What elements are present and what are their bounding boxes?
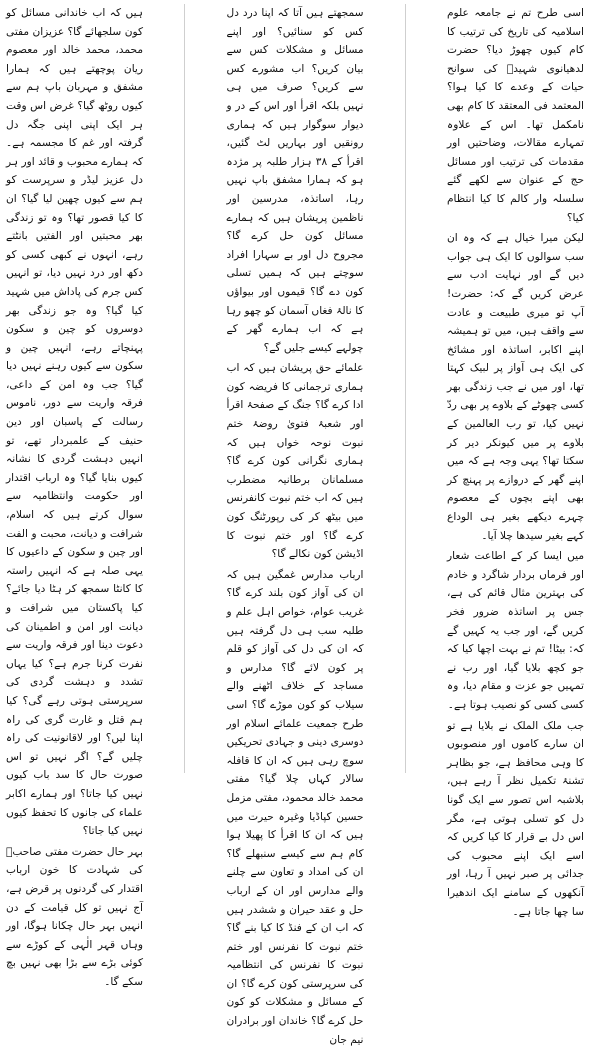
paragraph: جب ملک الملک نے بلایا ہے تو ان سارے کاموں اور منصوبوں کا وہی محافظ ہے، جو بظاہر تشنۂ تکمیل نظر آ رہے ہیں، بلاشبہ اس تصور سے ایک گونا دل کو تسلی ہوتی ہے، مگر اس دل بے قرار کا کیا کریں کہ اسے ایک اپنے محبوب کی جدائی پر صبر نہیں آ رہا، اور آنکھوں کے سامنے ایک اندھیرا سا چھا جاتا ہے۔: [447, 719, 584, 918]
column-divider: [405, 4, 406, 773]
paragraph: علمائے حق پریشان ہیں کہ اب ہماری ترجمانی کا فریضہ کون ادا کرے گا؟ جنگ کے صفحۂ اقرأ اور شعبۂ فتویٰ روضۂ ختم نبوت نوحہ خواں ہیں کہ ہماری نگرانی کون کرے گا؟ مسلمانان برطانیہ مضطرب ہیں کہ اب ختم نبوت کانفرنس میں بیٹھ کر کی رپورٹنگ کون کرے گا؟ اور ختم نبوت کا اڈیشن کون نکالے گا؟: [226, 362, 364, 561]
paragraph: اسی طرح تم نے جامعہ علوم اسلامیہ کی تاریخ کی ترتیب کا کام کیوں چھوڑ دیا؟ حضرت لدھیانوی شہیدؒ کی سوانح حیات کے وعدے کا کیا ہوا؟ المعتمد فی المعتقد کا کام بھی نامکمل تھا۔ اس کے علاوہ تمہارے مقالات، وضاحتیں اور مقدمات کی ترتیب اور مسائل حج کے عنوان سے لکھے گئے سلسلہ وار کالم کا کیا انتظام کیا؟: [447, 7, 584, 224]
paragraph: ہیں کہ اب خاندانی مسائل کو کون سلجھائے گا؟ عزیزان مفتی محمد، محمد خالد اور معصوم ریان پوچھتے ہیں کہ ہمارا مشفق و مہربان باپ ہم سے کیوں روٹھ گیا؟ غرض اس وقت ہر ایک اپنی اپنی جگہ دل گرفتہ اور غم کا مجسمہ ہے۔ کہ ہمارے محبوب و قائد اور ہر دل عزیز لیڈر و سرپرست کو ہم سے کیوں چھین لیا گیا؟ ان کا کیا قصور تھا؟ وہ تو زندگی بھر محبتیں اور الفتیں بانٹتے رہے، انہوں نے کبھی کسی کو دکھ اور درد نہیں دیا، تو انہیں کس جرم کی پاداش میں شہید کیا گیا؟ وہ جو زندگی بھر دوسروں کو چین و سکون پہنچاتے رہے، انہیں چین و سکون سے کیوں رہنے نہیں دیا گیا؟ جب وہ امن کے داعی، فرقہ واریت سے دور، ناموس رسالت کے پاسبان اور دین حنیف کے علمبردار تھے، تو انہیں دہشت گردی کا نشانہ کیوں بنایا گیا؟ وہ ارباب اقتدار اور حکومت وانتظامیہ سے سوال کرتے ہیں کہ اسلام، شرافت و دیانت، محبت و الفت اور چین و سکون کے داعیوں کا یہی صلہ ہے کہ انہیں راستہ کا کانٹا سمجھ کر ہٹا دیا جائے؟ کیا پاکستان میں شرافت و دیانت اور امن و اطمینان کی دعوت دینا اور فرقہ واریت سے نفرت کرنا جرم ہے؟ کیا یہاں تشدد و دہشت گردی کی سرپرستی ہوتی رہے گی؟ کیا ہم قتل و غارت گری کی راہ اپنا لیں؟ اور لاقانونیت کی راہ چلیں گے؟ اگر نہیں تو اس صورت حال کا سد باب کیوں نہیں کیا جاتا؟ اور ہمارے اکابر علماء کی جانوں کا تحفظ کیوں نہیں کیا جاتا؟: [6, 7, 143, 838]
paragraph: لیکن میرا خیال ہے کہ وہ ان سب سوالوں کا ایک ہی جواب دیں گے اور نہایت ادب سے عرض کریں گے کہ: حضرت! آپ تو میری طبیعت و عادت سے واقف ہیں، میں تو ہمیشہ اپنے اکابر، اساتذہ اور مشائخ کی ایک ہی آواز پر لبیک کہتا تھا، اور میں نے جب زندگی بھر کسی چھوٹے کے بلاوے پر بھی ردّ نہیں کیا، تو رب العالمین کے بلاوے پر میں کیونکر دیر کر سکتا تھا؟ یہی وجہ ہے کہ میں اپنے گھر کے دروازے پر پہنچ کر بھی اپنے بچوں کے معصوم چہرے دیکھے بغیر ہی الوداع کہے بغیر سیدھا چلا آیا۔: [447, 232, 584, 542]
paragraph: ارباب مدارس غمگین ہیں کہ ان کی آواز کون بلند کرے گا؟ غریب عوام، خواص اہل علم و طلبہ سب ہی دل گرفتہ ہیں کہ ان کی دل کی آواز کو قلم پر کون لائے گا؟ مدارس و مساجد کے خلاف اٹھنے والے سیلاب کو کون موڑے گا؟ اسی طرح جمعیت علمائے اسلام اور دوسری دینی و جہادی تحریکیں سوچ رہی ہیں کہ ان کا قافلہ سالار کہاں چلا گیا؟ مفتی محمد خالد محمود، مفتی مزمل حسین کپاڈیا وغیرہ حیرت میں ہیں کہ ان کا اقرأ کا پھیلا ہوا کام ہم سے کیسے سنبھلے گا؟ ان کی امداد و تعاون سے چلنے والے مدارس اور ان کے ارباب حل و عقد حیران و ششدر ہیں کہ اب ان کے فنڈ کا کیا بنے گا؟ ختم نبوت کا نفرنس اور ختم نبوت کا نفرنس کی انتظامیہ کی سرپرستی کون کرے گا؟ ان کے مسائل و مشکلات کو کون حل کرے گا؟ خاندان اور برادران نیم جان: [226, 568, 364, 1046]
column-middle: [226, 4, 364, 1046]
column-divider: [184, 4, 185, 773]
column-right: [447, 4, 584, 918]
paragraph: سمجھتے ہیں آتا کہ اپنا درد دل کس کو سنائیں؟ اور اپنے مسائل و مشکلات کس سے بیان کریں؟ اب مشورے کس سے کریں؟ صرف میں ہی نہیں بلکہ اقرأ اور اس کے در و دیوار سوگوار ہیں کہ ہماری رونقیں اور بہاریں لٹ گئیں، اقرأ کے ۳۸ ہزار طلبہ پر مژدہ ہو کہ ہمارا مشفق باپ نہیں رہا، اساتذہ، مدرسین اور ناظمین پریشان ہیں کہ ہمارے مسائل کون حل کرے گا؟ مجروح دل اور بے سہارا افراد سوچتے ہیں کہ ہمیں تسلی کون دے گا؟ قیموں اور بیواؤں کا نالۂ فغاں آسمان کو چھو رہا ہے کہ اب ہمارے گھر کے چولہے کیسے جلیں گے؟: [226, 7, 364, 354]
paragraph: میں ایسا کر کے اطاعت شعار اور فرماں بردار شاگرد و خادم کی بہترین مثال قائم کی ہے، جس پر اساتذہ ضرور فخر کریں گے، اور جب یہ کہیں گے کہ: بیٹا! تم نے بہت اچھا کیا کہ جو کچھ بلایا گیا، اور رب نے تمہیں جو عزت و مقام دیا، وہ کسی کسی کو نصیب ہوتا ہے۔: [447, 550, 584, 711]
paragraph: بہر حال حضرت مفتی صاحبؒ کی شہادت کا خون ارباب اقتدار کی گردنوں پر قرض ہے، آج نہیں تو کل قیامت کے دن انہیں بہر حال چکانا ہوگا، اور وہاں قہر الٰہی کے کوڑے سے کوئی بڑے سے بڑا بھی نہیں بچ سکے گا۔: [6, 845, 143, 988]
column-left: [6, 4, 143, 988]
